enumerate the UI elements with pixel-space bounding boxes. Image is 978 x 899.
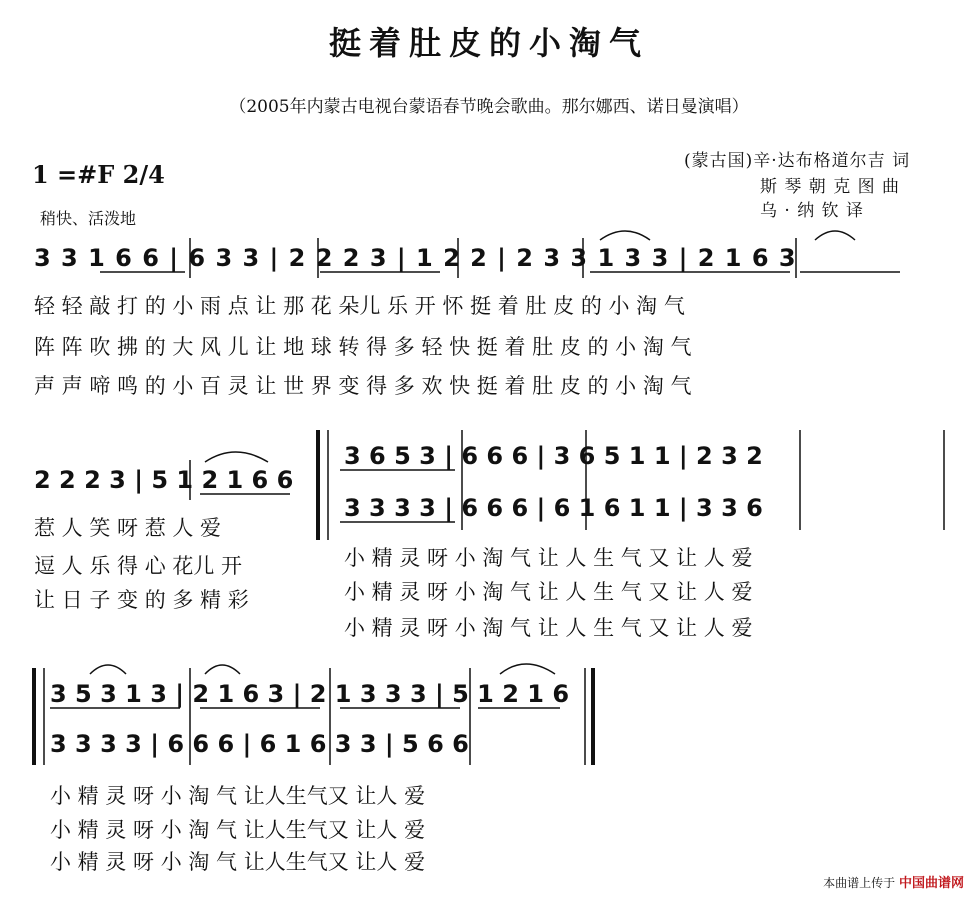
subtitle: （2005年内蒙古电视台蒙语春节晚会歌曲。那尔娜西、诺日曼演唱） <box>229 97 749 117</box>
section2-lyric-1: 小 精 灵 呀 小 淘 气 让 人 生 气 又 让 人 爱 <box>344 546 753 570</box>
section2-end-lyric-3: 让 日 子 变 的 多 精 彩 <box>34 588 249 612</box>
lyricist-credit: (蒙古国)辛·达布格道尔吉 词 <box>684 151 911 171</box>
translator-credit: 乌 · 纳 钦 译 <box>760 201 865 221</box>
section2-end-lyric-2: 逗 人 乐 得 心 花儿 开 <box>34 554 243 578</box>
section2-lyric-2: 小 精 灵 呀 小 淘 气 让 人 生 气 又 让 人 爱 <box>344 580 753 604</box>
section3-lyric-2: 小 精 灵 呀 小 淘 气 让人生气又 让人 爱 <box>50 818 426 842</box>
key-signature: 1 =#F 2/4 <box>32 160 165 189</box>
footer-text: 本曲谱上传于 <box>823 876 896 890</box>
section1-lyric-2: 阵 阵 吹 拂 的 大 风 儿 让 地 球 转 得 多 轻 快 挺 着 肚 皮 的 小 淘 气 <box>34 335 692 359</box>
section2-lower-notes: 3 3 3 3 | 6 6 6 | 6 1 6 1 1 | 3 3 6 <box>344 494 763 522</box>
section2-upper-notes: 3 6 5 3 | 6 6 6 | 3 6 5 1 1 | 2 3 2 <box>344 442 763 470</box>
section2-end-lyric-1: 惹 人 笑 呀 惹 人 爱 <box>34 516 222 540</box>
section2-lyric-3: 小 精 灵 呀 小 淘 气 让 人 生 气 又 让 人 爱 <box>344 616 753 640</box>
tempo-marking: 稍快、活泼地 <box>40 209 137 228</box>
section3-lyric-3: 小 精 灵 呀 小 淘 气 让人生气又 让人 爱 <box>50 850 426 874</box>
section1-lyric-3: 声 声 啼 鸣 的 小 百 灵 让 世 界 变 得 多 欢 快 挺 着 肚 皮 的 小 淘 气 <box>34 374 692 398</box>
page-title: 挺着肚皮的小淘气 <box>328 24 649 62</box>
section3-lower-notes: 3 3 3 3 | 6 6 6 | 6 1 6 3 3 | 5 6 6 <box>50 730 469 758</box>
footer <box>823 872 964 891</box>
composer-credit: 斯 琴 朝 克 图 曲 <box>760 177 901 197</box>
section2-end-notes: 2 2 2 3 | 5 1 2 1 6 6 <box>34 466 294 494</box>
section3-lyric-1: 小 精 灵 呀 小 淘 气 让人生气又 让人 爱 <box>50 784 426 808</box>
section1-lyric-1: 轻 轻 敲 打 的 小 雨 点 让 那 花 朵儿 乐 开 怀 挺 着 肚 皮 的 小 淘 气 <box>34 294 685 318</box>
section1-notes: 3 3 1 6 6 | 6 3 3 | 2 2 2 3 | 1 2 2 | 2 3 3 1 3 3 | 2 1 6 3 <box>34 244 797 272</box>
footer-brand-link[interactable]: 中国曲谱网 <box>898 876 964 891</box>
section3-upper-notes: 3 5 3 1 3 | 2 1 6 3 | 2 1 3 3 3 | 5 1 2 1 6 <box>50 680 570 708</box>
